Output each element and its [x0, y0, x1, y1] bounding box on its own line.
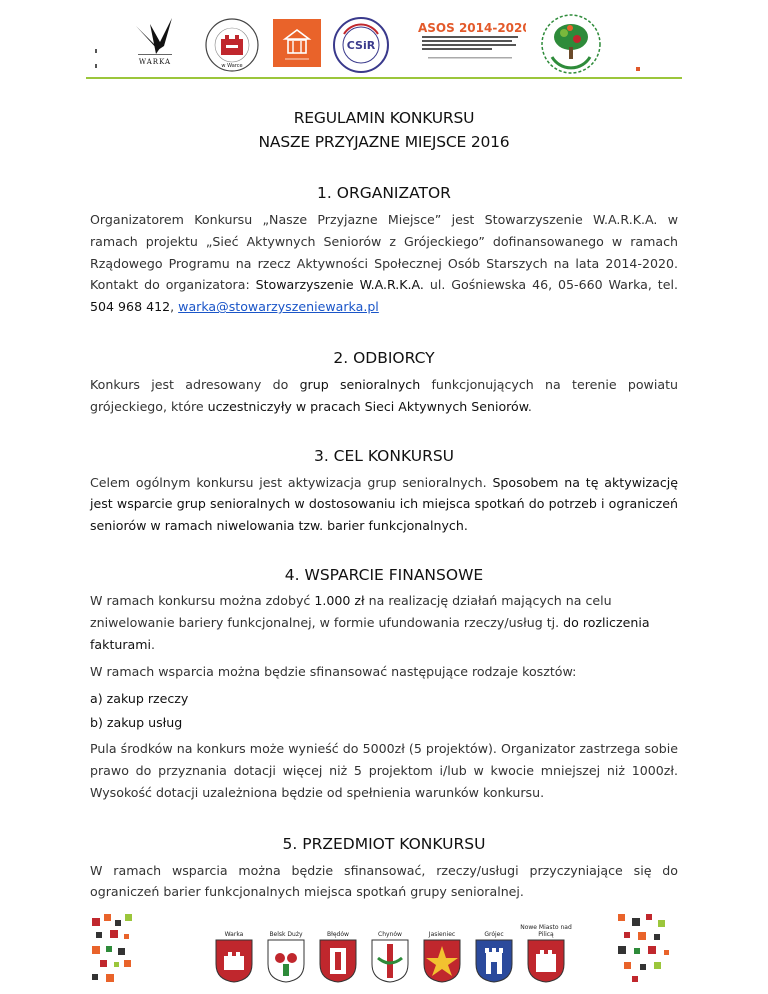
coat-of-arms-nowe-miasto	[517, 916, 575, 988]
warka-logo-text: WARKA	[138, 58, 172, 66]
csir-logo-text: CSiR	[346, 39, 376, 52]
tree-association-logo	[540, 13, 602, 75]
section-heading-wsparcie: 4. WSPARCIE FINANSOWE	[284, 565, 484, 584]
town-name: Chynów	[378, 931, 402, 938]
section-heading-odbiorcy: 2. ODBIORCY	[333, 348, 435, 367]
coat-of-arms-chynow	[361, 922, 419, 988]
section-heading-organizator: 1. ORGANIZATOR	[317, 184, 451, 202]
coat-of-arms-bledow	[309, 922, 367, 988]
organizer-name: Stowarzyszenie W.A.R.K.A.	[255, 277, 424, 293]
document-title: REGULAMIN KONKURSU	[293, 109, 475, 127]
csir-warka-logo	[332, 16, 390, 74]
coat-of-arms-jasieniec	[413, 922, 471, 988]
town-name: Jasieniec	[428, 931, 456, 938]
section-text-przedmiot: W ramach wsparcia można będzie sfinansować, rzeczy/usługi przyczyniające się do ograniczeń barier funkcjonalnych miejsca spotkań grupy senioralnej.	[90, 862, 678, 900]
list-item-rzeczy: a) zakup rzeczy	[90, 691, 189, 707]
document-body	[90, 96, 678, 903]
section-text-odbiorcy: Konkurs jest adresowany do grup senioralnych funkcjonujących na terenie powiatu grójeckiego, które uczestniczyły w pracach Sieci Aktywnych Seniorów.	[90, 376, 678, 414]
header-divider	[86, 77, 682, 79]
organizer-email-link[interactable]: warka@stowarzyszeniewarka.pl	[178, 299, 379, 315]
orange-house-logo	[273, 19, 321, 67]
coat-of-arms-belsk-duzy	[257, 922, 315, 988]
town-name: Nowe Miasto nad Pilicą	[520, 924, 572, 938]
section-heading-przedmiot: 5. PRZEDMIOT KONKURSU	[282, 834, 486, 853]
coat-of-arms-warka	[205, 922, 263, 988]
section-text-pula: Pula środków na konkurs może wynieść do 5000zł (5 projektów). Organizator zastrzega sobie prawo do przyznania dotacji więcej niż 5 projektom i/lub w kwocie mniejszej niż 1000zł. Wysokość dotacji uzależniona będzie od spełnienia warunków konkursu.	[90, 741, 678, 800]
section-heading-cel: 3. CEL KONKURSU	[313, 446, 455, 465]
senior-logo-text: w Warce	[221, 63, 243, 69]
senior-university-logo	[204, 17, 260, 73]
town-name: Grójec	[484, 931, 504, 938]
section-text-organizator: Organizatorem Konkursu „Nasze Przyjazne Miejsce” jest Stowarzyszenie W.A.R.K.A. w ramach projektu „Sieć Aktywnych Seniorów z Grójeckiego” dofinansowanego w ramach Rządowego Programu na rzecz Aktywności Społecznej Osób Starszych na lata 2014-2020. Kontakt do organizatora: Stowarzyszenie W.A.R.K.A. ul. Gośniewska 46, 05-660 Warka, tel. 504 968 412, warka@stowarzyszeniewarka.pl	[90, 212, 678, 315]
town-name: Belsk Duży	[269, 931, 303, 938]
page-header	[0, 0, 768, 80]
coat-of-arms-grojec	[465, 922, 523, 988]
asos-logo-text: ASOS 2014-2020	[418, 21, 526, 35]
header-mark	[95, 49, 97, 53]
document-subtitle: NASZE PRZYJAZNE MIEJSCE 2016	[258, 133, 510, 151]
town-name: Błędów	[327, 931, 349, 938]
list-item-uslug: b) zakup usług	[90, 715, 183, 731]
section-text-cel: Celem ogólnym konkursu jest aktywizacja grup senioralnych. Sposobem na tę aktywizację jest wsparcie grup senioralnych w dostosowaniu ich miejsca spotkań do potrzeb i ograniczeń seniorów w ramach niwelowania tzw. barier funkcjonalnych.	[90, 474, 678, 534]
header-mark	[95, 64, 97, 68]
header-accent-dot	[636, 67, 640, 71]
asos-logo	[414, 18, 526, 68]
town-name: Warka	[224, 931, 244, 938]
warka-eagle-logo	[130, 14, 180, 66]
section-text-wsparcie: W ramach konkursu można zdobyć 1.000 zł na realizację działań mających na celu zniwelowanie bariery funkcjonalnej, w formie ufundowania rzeczy/usług tj. do rozliczenia fakturami.	[90, 592, 650, 652]
page-footer	[0, 900, 768, 994]
organizer-phone: 504 968 412	[90, 299, 171, 315]
section-text-costs: W ramach wsparcia można będzie sfinansować następujące rodzaje kosztów:	[90, 664, 577, 680]
